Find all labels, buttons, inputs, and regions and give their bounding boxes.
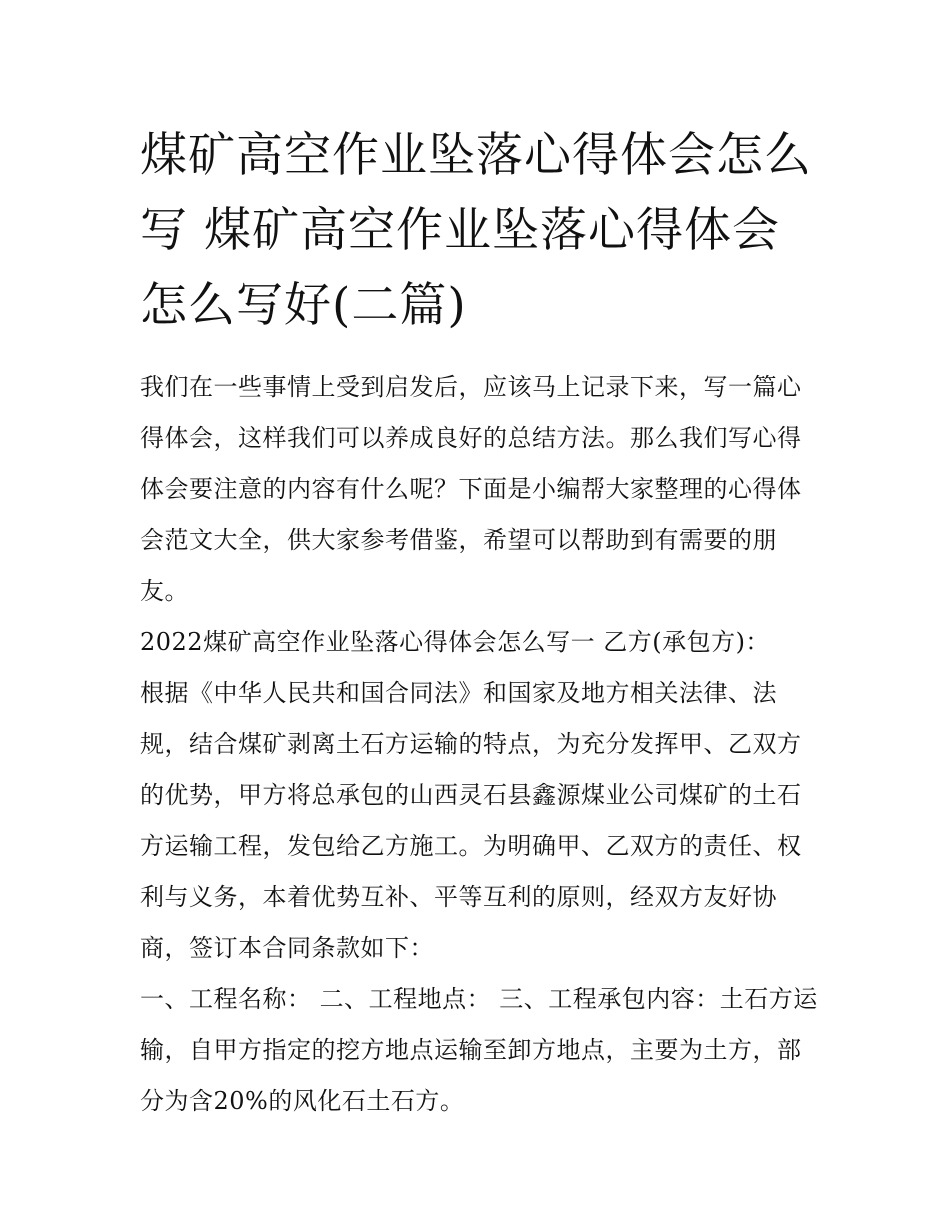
clauses-paragraph: 一、工程名称： 二、工程地点： 三、工程承包内容：土石方运输，自甲方指定的挖方地点运输至卸方地点，主要为土方，部分为含20%的风化石土石方。	[140, 985, 818, 1115]
body-paragraph: 根据《中华人民共和国合同法》和国家及地方相关法律、法规，结合煤矿剥离土石方运输的特点，为充分发挥甲、乙双方的优势，甲方将总承包的山西灵石县鑫源煤业公司煤矿的土石方运输工程，发包给乙方施工。为明确甲、乙双方的责任、权利与义务，本着优势互补、平等互利的原则，经双方友好协商，签订本合同条款如下：	[140, 679, 802, 962]
intro-paragraph: 我们在一些事情上受到启发后，应该马上记录下来，写一篇心得体会，这样我们可以养成良好的总结方法。那么我们写心得体会要注意的内容有什么呢？下面是小编帮大家整理的心得体会范文大全，供大家参考借鉴，希望可以帮助到有需要的朋友。	[140, 373, 802, 605]
document-title: 煤矿高空作业坠落心得体会怎么写 煤矿高空作业坠落心得体会怎么写好(二篇)	[140, 128, 812, 333]
section-heading: 2022煤矿高空作业坠落心得体会怎么写一 乙方(承包方)：	[140, 628, 770, 656]
document-page	[140, 118, 820, 1127]
